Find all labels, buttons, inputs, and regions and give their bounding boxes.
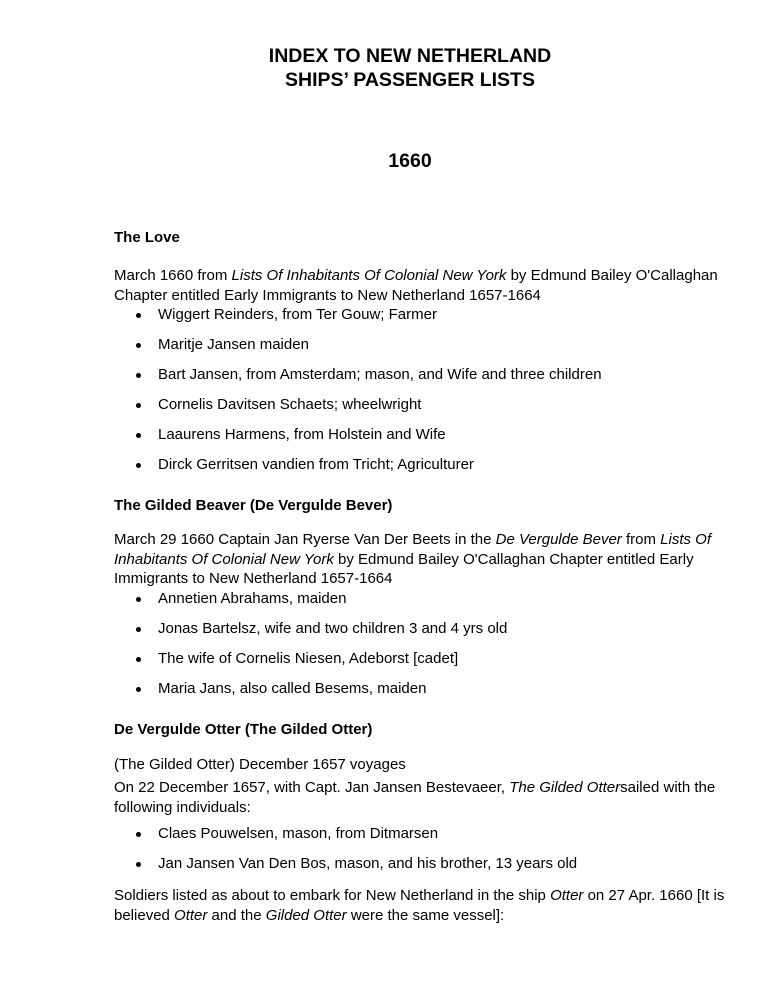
passenger-list-the-love <box>114 305 714 485</box>
section-intro-gilded-beaver: March 29 1660 Captain Jan Ryerse Van Der Beets in the De Vergulde Bever from Lists Of Inhabitants Of Colonial New York by Edmund Bailey O'Callaghan Chapter entitled Early Immigrants to New Netherland 1657-1664 <box>114 531 711 587</box>
soldiers-paragraph: Soldiers listed as about to embark for New Netherland in the ship Otter on 27 Apr. 1660 [It is believed Otter and the Gilded Otter were the same vessel]: <box>114 887 725 924</box>
section-heading-gilded-otter: De Vergulde Otter (The Gilded Otter) <box>114 721 373 738</box>
document-title <box>0 44 768 92</box>
list-item: The wife of Cornelis Niesen, Adeborst [cadet] <box>114 649 714 679</box>
list-item: Wiggert Reinders, from Ter Gouw; Farmer <box>114 305 714 335</box>
list-item: Dirck Gerritsen vandien from Tricht; Agriculturer <box>114 455 714 485</box>
section-heading-the-love: The Love <box>114 229 180 246</box>
year-heading: 1660 <box>388 150 432 172</box>
section-intro-gilded-otter: On 22 December 1657, with Capt. Jan Jansen Bestevaeer, The Gilded Ottersailed with the following individuals: <box>114 779 716 816</box>
list-item: Jonas Bartelsz, wife and two children 3 and 4 yrs old <box>114 619 714 649</box>
list-item: Annetien Abrahams, maiden <box>114 589 714 619</box>
list-item: Bart Jansen, from Amsterdam; mason, and Wife and three children <box>114 365 714 395</box>
section-heading-gilded-beaver: The Gilded Beaver (De Vergulde Bever) <box>114 497 393 514</box>
section-intro-the-love: March 1660 from Lists Of Inhabitants Of Colonial New York by Edmund Bailey O'Callaghan Chapter entitled Early Immigrants to New Netherland 1657-1664 <box>114 267 718 304</box>
passenger-list-gilded-beaver <box>114 589 714 709</box>
passenger-list-gilded-otter <box>114 824 714 884</box>
title-line-1: INDEX TO NEW NETHERLAND <box>268 45 552 67</box>
list-item: Cornelis Davitsen Schaets; wheelwright <box>114 395 714 425</box>
title-line-2: SHIPS’ PASSENGER LISTS <box>285 69 535 91</box>
list-item: Jan Jansen Van Den Bos, mason, and his brother, 13 years old <box>114 854 714 884</box>
list-item: Maria Jans, also called Besems, maiden <box>114 679 714 709</box>
list-item: Laaurens Harmens, from Holstein and Wife <box>114 425 714 455</box>
section-line-gilded-otter: (The Gilded Otter) December 1657 voyages <box>114 756 406 773</box>
list-item: Maritje Jansen maiden <box>114 335 714 365</box>
list-item: Claes Pouwelsen, mason, from Ditmarsen <box>114 824 714 854</box>
